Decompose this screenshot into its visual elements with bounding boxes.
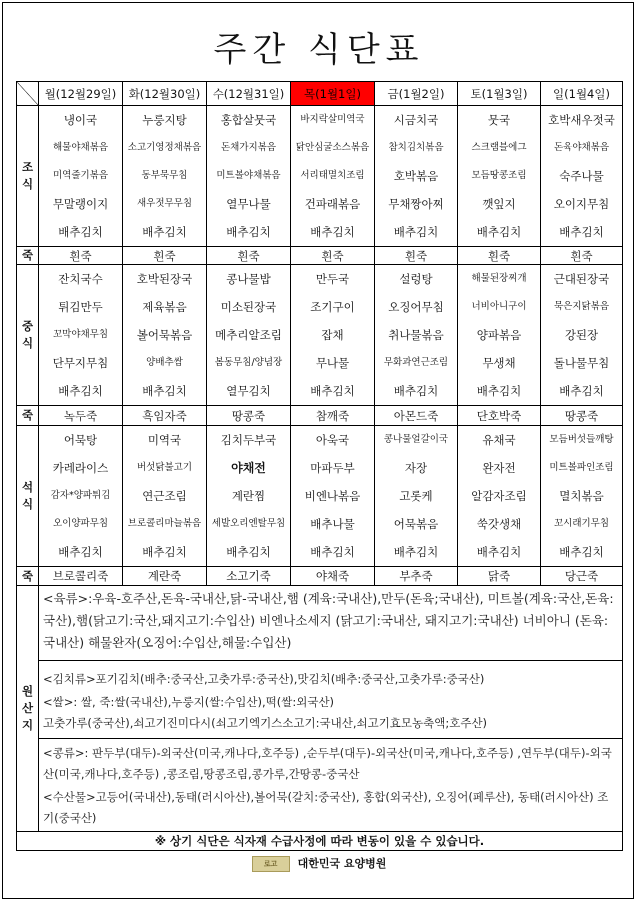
porridge-cell: 흰죽 (458, 247, 541, 265)
breakfast-label: 조 식 (17, 106, 39, 247)
day-header: 금(1월2일) (375, 82, 458, 106)
porridge-cell: 흰죽 (541, 247, 623, 265)
menu-cell: 호박새우젓국 돈육야채볶음 숙주나물 오이지무침 배추김치 (541, 106, 623, 247)
porridge-cell: 흑임자죽 (123, 406, 207, 426)
menu-cell: 만두국 조기구이 잡채 무나물 배추김치 (291, 265, 375, 406)
porridge-label: 죽 (17, 247, 39, 265)
corner-cell (17, 82, 39, 106)
menu-cell: 호박된장국 제육볶음 볼어묵볶음 양배추쌈 배추김치 (123, 265, 207, 406)
origin-seafood: <수산물>고등어(국내산),동태(러시아산),볼어묵(갈치:중국산), 홍합(외국산), 오징어(페루산), 동태(러시아산) 조기(중국산) (43, 790, 609, 825)
menu-cell: 시금치국 참치김치볶음 호박볶음 무채짱아찌 배추김치 (375, 106, 458, 247)
hospital-logo: 로고 (252, 856, 290, 872)
origin-rice: <쌀>: 쌀, 죽:쌀(국내산),누룽지(쌀:수입산),떡(쌀:외국산) (43, 695, 335, 709)
porridge-cell: 아몬드죽 (375, 406, 458, 426)
origin-text (39, 586, 623, 832)
origin-row (17, 586, 623, 832)
menu-cell: 잔치국수 튀김만두 꼬막야채무침 단무지무침 배추김치 (39, 265, 123, 406)
menu-cell: 홍합살뭇국 돈채가지볶음 미트볼야채볶음 열무나물 배추김치 (207, 106, 291, 247)
menu-table (16, 81, 623, 851)
porridge-cell: 흰죽 (291, 247, 375, 265)
footer (0, 855, 638, 872)
porridge-cell: 야채죽 (291, 567, 375, 586)
origin-chili: 고춧가루(중국산),쇠고기진미다시(쇠고기엑기스소고기:국내산,쇠고기효모농축액;호주산) (43, 716, 488, 730)
porridge-cell: 참깨죽 (291, 406, 375, 426)
lunch-row (17, 265, 623, 406)
porridge-cell: 땅콩죽 (541, 406, 623, 426)
porridge-cell: 흰죽 (375, 247, 458, 265)
porridge-cell: 녹두죽 (39, 406, 123, 426)
porridge-cell: 흰죽 (39, 247, 123, 265)
porridge-cell: 계란죽 (123, 567, 207, 586)
dinner-label: 석 식 (17, 426, 39, 567)
menu-cell: 김치두부국 야채전 계란찜 세발오리엔탈무침 배추김치 (207, 426, 291, 567)
porridge-cell: 브로콜리죽 (39, 567, 123, 586)
porridge-cell: 흰죽 (207, 247, 291, 265)
breakfast-porridge-row (17, 247, 623, 265)
menu-cell: 어묵탕 카레라이스 감자*양파튀김 오이양파무침 배추김치 (39, 426, 123, 567)
origin-meat: <육류>:우육-호주산,돈육-국내산,닭-국내산,햄 (계육:국내산),만두(돈육;국내산), 미트볼(계육:국산,돈육:국산),햄(닭고기:국산,돼지고기:수입산) 비엔나소세지 (닭고기:국내산, 돼지고기:국내산) 너비아니 (돈육:국내산) 해물완자(오징어:수입산,해물:수입산) (43, 591, 614, 650)
day-header-row (17, 82, 623, 106)
menu-cell: 설렁탕 오징어무침 취나물볶음 무화과연근조림 배추김치 (375, 265, 458, 406)
porridge-cell: 닭죽 (458, 567, 541, 586)
notice-text: ※ 상기 식단은 식자재 수급사정에 따라 변동이 있을 수 있습니다. (17, 832, 623, 851)
porridge-cell: 부추죽 (375, 567, 458, 586)
day-header-today: 목(1월1일) (291, 82, 375, 106)
porridge-cell: 흰죽 (123, 247, 207, 265)
menu-cell: 냉이국 해물야채볶음 미역줄기볶음 무말랭이지 배추김치 (39, 106, 123, 247)
day-header: 일(1월4일) (541, 82, 623, 106)
porridge-cell: 당근죽 (541, 567, 623, 586)
origin-label: 원 산 지 (17, 586, 39, 832)
porridge-cell: 땅콩죽 (207, 406, 291, 426)
menu-cell: 바지락살미역국 닭안심굴소스볶음 서리태멸치조림 건파래볶음 배추김치 (291, 106, 375, 247)
dinner-porridge-row (17, 567, 623, 586)
day-header: 토(1월3일) (458, 82, 541, 106)
day-header: 수(12월31일) (207, 82, 291, 106)
menu-cell: 콩나물밥 미소된장국 메추리알조림 봄동무침/양념장 열무김치 (207, 265, 291, 406)
porridge-cell: 소고기죽 (207, 567, 291, 586)
day-header: 월(12월29일) (39, 82, 123, 106)
lunch-porridge-row (17, 406, 623, 426)
page-title: 주간 식단표 (213, 30, 425, 70)
menu-cell: 근대된장국 묵은지닭볶음 강된장 돌나물무침 배추김치 (541, 265, 623, 406)
menu-cell: 미역국 버섯닭불고기 연근조림 브로콜리마늘볶음 배추김치 (123, 426, 207, 567)
menu-cell: 유채국 완자전 알감자조림 쑥갓생채 배추김치 (458, 426, 541, 567)
menu-cell: 콩나물얼갈이국 자장 고롯케 어묵볶음 배추김치 (375, 426, 458, 567)
origin-beans: <콩류>: 판두부(대두)-외국산(미국,캐나다,호주등) ,순두부(대두)-외국산(미국,캐나다,호주등) ,연두부(대두)-외국산(미국,캐나다,호주등) ,콩조림,땅콩조림,콩가루,간땅콩-중국산 (39, 738, 622, 787)
menu-cell: 해물된장찌개 너비아니구이 양파볶음 무생채 배추김치 (458, 265, 541, 406)
porridge-cell: 단호박죽 (458, 406, 541, 426)
notice-row (17, 832, 623, 851)
menu-cell: 뭇국 스크램블에그 모듬땅콩조림 깻잎지 배추김치 (458, 106, 541, 247)
porridge-label: 죽 (17, 567, 39, 586)
day-header: 화(12월30일) (123, 82, 207, 106)
hospital-name: 대한민국 요양병원 (297, 857, 387, 870)
porridge-label: 죽 (17, 406, 39, 426)
menu-cell: 아욱국 마파두부 비엔나볶음 배추나물 배추김치 (291, 426, 375, 567)
lunch-label: 중 식 (17, 265, 39, 406)
dinner-row (17, 426, 623, 567)
breakfast-row (17, 106, 623, 247)
menu-cell: 모듬버섯들깨탕 미트볼파인조림 멸치볶음 꼬시래기무침 배추김치 (541, 426, 623, 567)
menu-cell: 누룽지탕 소고기영정채볶음 동부묵무침 새우젓무무침 배추김치 (123, 106, 207, 247)
origin-kimchi: <김치류>포기김치(배추:중국산,고춧가루:중국산),맛김치(배추:중국산,고춧가루:중국산) (39, 660, 622, 692)
